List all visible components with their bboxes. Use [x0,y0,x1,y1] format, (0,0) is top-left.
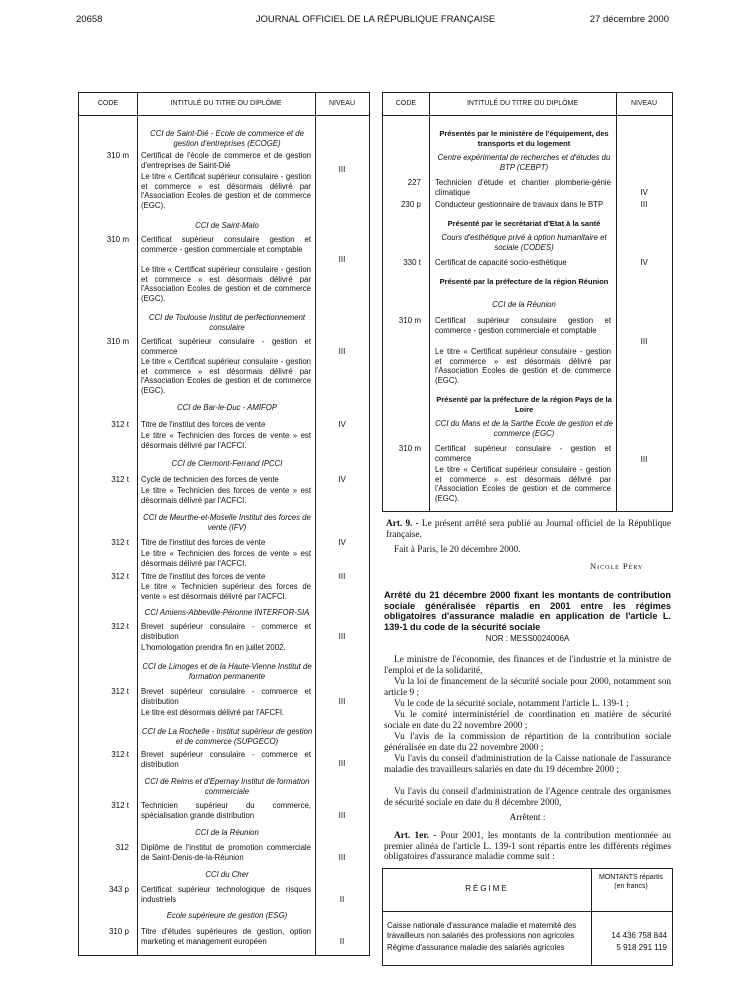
row-title: Certificat supérieur consulaire gestion et commerce - gestion commerciale et comptable [141,235,311,254]
row-code: 310 m [106,337,129,346]
row-code: 310 m [398,316,421,325]
section-heading: CCI de Bar-le-Duc - AMIFOP [176,403,278,412]
row-note: Le titre « Technicien des forces de vente » est désormais délivré par l'ACFCI. [141,486,311,505]
paragraph: Vu l'avis du conseil d'administration de l'Agence centrale des organismes de sécurité sociale en date du 8 décembre 2000, [384,787,671,808]
section-heading: CCI du Cher [205,870,249,879]
row-note: Le titre « Certificat supérieur consulaire - gestion et commerce » est désormais délivré par l'Association Ecoles de gestion et de commerce (EGC). [141,357,311,395]
row-code: 343 p [108,885,129,894]
row-niveau: II [339,937,345,946]
paragraph: Vu la loi de financement de la sécurité sociale pour 2000, notamment son article 9 ; [384,677,671,698]
paragraph: Vu le code de la sécurité sociale, notamment l'article L. 139-1 ; [394,699,629,709]
row-code: 312 t [111,801,129,810]
paragraph: Le ministre de l'économie, des finances et de l'industrie et la ministre de l'emploi et de la solidarité, [384,655,671,676]
row-code: 310 p [108,927,129,936]
section-heading: Centre expérimental de recherches et d'études du BTP (CEBPT) [437,153,611,172]
section-heading: CCI Amiens-Abbeville-Péronne INTERFOR-SIA [144,608,310,617]
row-niveau: III [338,759,346,768]
issue-date: 27 décembre 2000 [589,14,669,25]
section-heading: CCI de Limoges et de la Haute-Vienne Institut de formation permanente [142,662,312,681]
row-niveau: III [640,337,648,346]
row-title: Certificat de capacité socio-esthétique [435,258,567,267]
regime-value: 5 918 291 119 [616,943,667,952]
row-title: Titre de l'institut des forces de vente [141,420,266,429]
row-code: 310 m [398,444,421,453]
row-niveau: III [338,347,346,356]
row-niveau: III [338,255,346,264]
row-niveau: III [338,632,346,641]
row-code: 330 t [403,258,421,267]
paragraph: Vu le comité interministériel de coordination en matière de sécurité sociale en date du 22 novembre 2000 ; [384,710,671,731]
regime-label: Régime d'assurance maladie des salariés agricoles [387,943,565,952]
row-note: Le titre « Technicien des forces de vente » est désormais délivré par l'ACFCI. [141,549,311,568]
ministry-heading: Présenté par la préfecture de la région Pays de la Loire [436,395,612,414]
row-title: Certificat supérieur consulaire - gestion et commerce [141,337,311,356]
col-niveau: NIVEAU [616,93,672,116]
row-note: Le titre « Technicien des forces de vente » est désormais délivré par l'ACFCI. [141,431,311,450]
section-heading: CCI de la Réunion [492,300,556,309]
row-niveau: IV [338,475,346,484]
row-title: Titre de l'institut des forces de vente [141,572,266,581]
row-note: Le titre « Certificat supérieur consulaire - gestion et commerce » est désormais délivré par l'Association Ecoles de gestion et de commerce (EGC). [435,347,611,385]
row-title: Cycle de technicien des forces de vente [141,475,279,484]
row-niveau: III [338,165,346,174]
row-title: Titre d'études supérieures de gestion, option marketing et management européen [141,927,311,946]
row-niveau: III [640,455,648,464]
row-title: Diplôme de l'institut de promotion commerciale de Saint-Denis-de-la-Réunion [141,843,311,862]
left-table [78,92,370,956]
section-heading: CCI de la Réunion [195,828,259,837]
right-table [382,92,673,512]
row-note: Le titre est désormais délivré par l'AFCFI. [141,708,285,717]
row-title: Certificat supérieur consulaire gestion et commerce - gestion commerciale et comptable [435,316,611,335]
section-heading: CCI de Clermont-Ferrand IPCCI [171,459,283,468]
row-code: 312 [115,843,129,852]
row-code: 312 t [111,572,129,581]
ministry-heading: Présentés par le ministère de l'équipement, des transports et du logement [439,129,609,148]
section-heading: CCI de Toulouse Institut de perfectionnement consulaire [148,313,306,332]
signature: Nicole Péry [590,561,644,571]
section-heading: CCI de Meurthe-et-Moselle Institut des forces de vente (IFV) [143,513,311,532]
article-1: Art. 1er. - Pour 2001, les montants de la contribution mentionnée au premier alinéa de l'article L. 139-1 sont répartis entre les différents régimes obligatoires d'assurance maladie comme suit : [384,831,671,863]
page-number: 20658 [76,14,103,25]
row-title: Certificat supérieur consulaire - gestion et commerce [435,444,611,463]
row-note: Le titre « Technicien supérieur des forces de vente » est désormais délivré par l'ACFCI. [141,582,311,601]
row-niveau: IV [640,188,648,197]
row-code: 312 t [111,538,129,547]
row-note: Le titre « Certificat supérieur consulaire - gestion et commerce » est désormais délivré par l'Association Ecoles de gestion et de commerce (EGC). [141,265,311,303]
row-title: Certificat supérieur technologique de risques industriels [141,885,311,904]
row-note: Le titre « Certificat supérieur consulaire - gestion et commerce » est désormais délivré par l'Association Ecoles de gestion et de commerce (EGC). [141,172,311,210]
arrete-title: Arrêté du 21 décembre 2000 fixant les montants de contribution sociale généralisée répartis en 2001 entre les régimes obligatoires d'assurance maladie en application de l'article L. 139-1 du code de la sécurité sociale [384,590,671,632]
row-title: Titre de l'institut des forces de vente [141,538,266,547]
ministry-heading: Présenté par le secrétariat d'Etat à la santé [447,219,601,228]
row-title: Brevet supérieur consulaire - commerce et distribution [141,622,311,641]
row-code: 312 t [111,750,129,759]
col-code: CODE [383,93,429,116]
paragraph: Vu l'avis du conseil d'administration de la Caisse nationale de l'assurance maladie des travailleurs salariés en date du 19 décembre 2000 ; [384,754,671,775]
regime-table [382,868,673,966]
row-niveau: IV [338,420,346,429]
row-title: Certificat de l'école de commerce et de gestion d'entreprises de Saint-Dié [141,151,311,170]
section-heading: Ecole supérieure de gestion (ESG) [166,911,288,920]
section-heading: CCI de Reims et d'Epernay Institut de formation commerciale [144,777,310,796]
row-niveau: III [338,853,346,862]
row-code: 312 t [111,687,129,696]
section-heading: Cours d'esthétique privé à option humanitaire et sociale (CODES) [441,233,607,252]
section-heading: CCI du Mans et de la Sarthe Ecole de gestion et de commerce (EGC) [435,419,613,438]
paragraph: Vu l'avis de la commission de répartition de la contribution sociale généralisée en date du 22 novembre 2000 ; [384,732,671,753]
col-regime: RÉGIME [465,884,509,893]
row-code: 310 m [106,235,129,244]
row-niveau: III [338,811,346,820]
row-code: 312 t [111,420,129,429]
row-title: Technicien d'étude et chantier plomberie-génie climatique [435,178,611,197]
journal-title: JOURNAL OFFICIEL DE LA RÉPUBLIQUE FRANÇAISE [255,14,496,25]
row-title: Brevet supérieur consulaire - commerce et distribution [141,687,311,706]
row-title: Technicien supérieur du commerce, spécialisation grande distribution [141,801,311,820]
row-niveau: III [338,697,346,706]
col-montants: MONTANTS répartis (en francs) [598,874,664,890]
row-code: 230 p [400,200,421,209]
section-heading: CCI de Saint-Malo [195,221,259,230]
col-niveau: NIVEAU [315,93,369,116]
row-note: L'homologation prendra fin en juillet 2002. [141,643,286,652]
row-niveau: III [338,572,346,581]
regime-label: Caisse nationale d'assurance maladie et maternité des travailleurs non salariés des professions non agricoles [387,921,577,940]
row-code: 310 m [106,151,129,160]
col-code: CODE [79,93,137,116]
row-niveau: IV [338,538,346,547]
row-note: Le titre « Certificat supérieur consulaire - gestion et commerce » est désormais délivré par l'Association Ecoles de gestion et de commerce (EGC). [435,465,611,503]
section-heading: CCI de Saint-Dié - Ecole de commerce et de gestion d'entreprises (ECOGE) [150,129,304,148]
col-intitule: INTITULÉ DU TITRE OU DIPLÔME [429,93,616,116]
row-title: Brevet supérieur consulaire - commerce et distribution [141,750,311,769]
section-heading: CCI de La Rochelle - Institut supérieur de gestion et de commerce (SUPGECO) [141,727,313,746]
ministry-heading: Présenté par la préfecture de la région Réunion [439,277,609,286]
row-niveau: II [339,895,345,904]
row-code: 312 t [111,475,129,484]
row-niveau: IV [640,258,648,267]
col-intitule: INTITULÉ DU TITRE OU DIPLÔME [137,93,315,116]
fait-a-paris: Fait à Paris, le 20 décembre 2000. [394,545,521,555]
nor-reference: NOR : MESS0024006A [485,634,570,643]
article-9: Art. 9. - Le présent arrêté sera publié au Journal officiel de la République française. [386,519,672,540]
row-code: 227 [407,178,421,187]
row-title: Conducteur gestionnaire de travaux dans le BTP [435,200,604,209]
row-code: 312 t [111,622,129,631]
regime-value: 14 436 758 844 [611,931,667,940]
row-niveau: III [640,200,648,209]
arretent: Arrêtent : [509,813,546,823]
